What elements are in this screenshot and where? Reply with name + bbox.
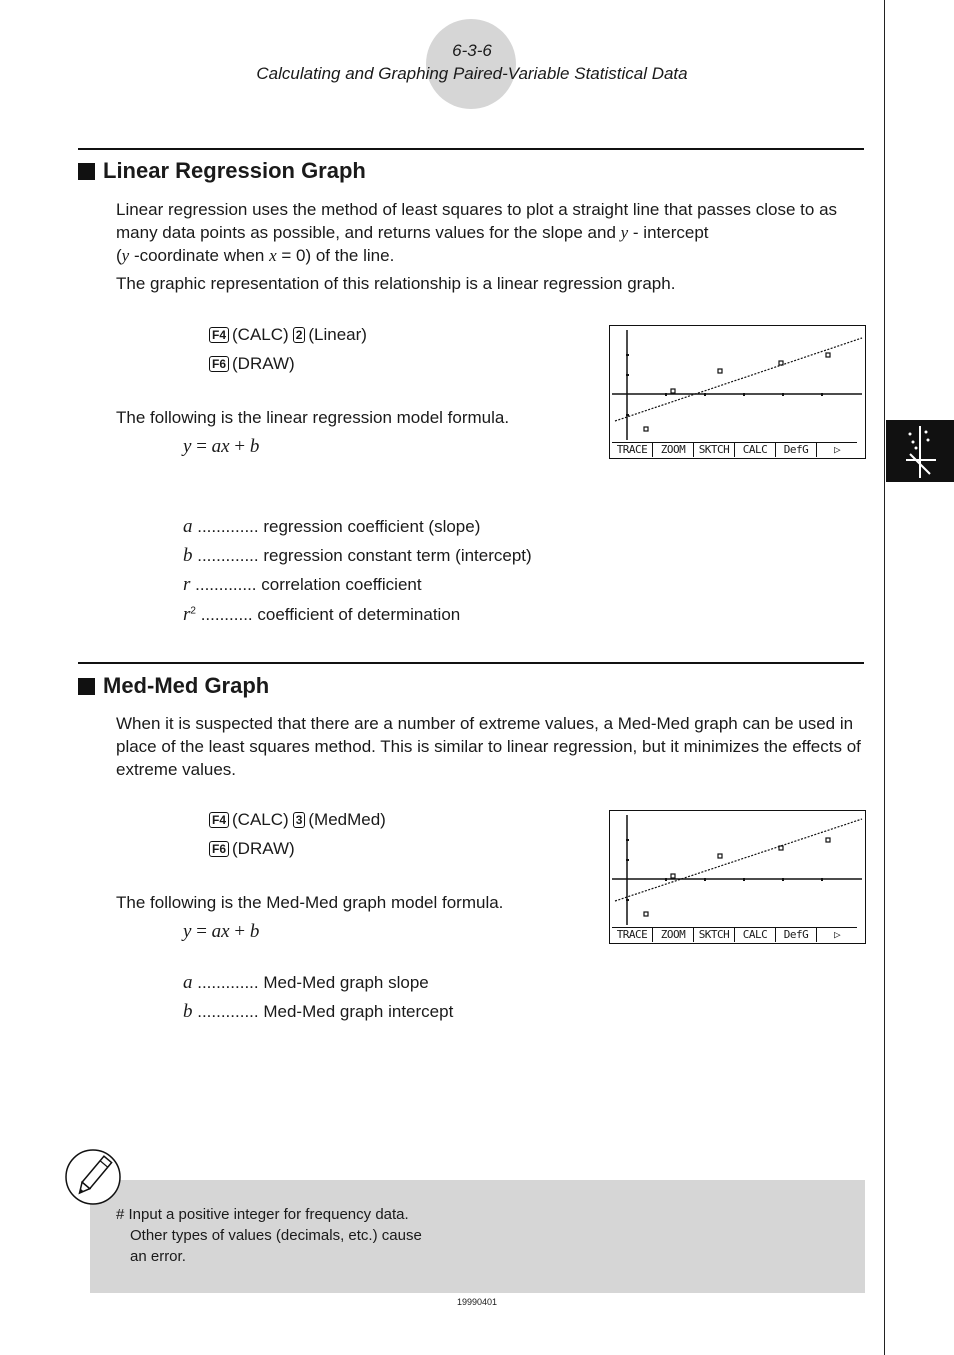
text: - intercept (628, 223, 709, 242)
function-menu (612, 927, 857, 942)
text: Med-Med graph intercept (263, 1002, 454, 1021)
model-formula (183, 921, 259, 943)
menu-next-icon: ▷ (816, 442, 857, 457)
menu-trace: TRACE (612, 927, 652, 942)
square-bullet-icon (78, 163, 95, 180)
math-var: r (183, 604, 191, 625)
leader: ............. (192, 546, 264, 565)
regression-graph-icon (886, 420, 954, 482)
math-var: b (183, 1001, 193, 1022)
leader: ........... (195, 605, 258, 624)
footer-code: 19990401 (456, 1297, 498, 1307)
key-label: (DRAW) (232, 839, 295, 858)
text: The graphic representation of this relationship is a linear regression graph. (116, 274, 676, 293)
math-var: b (183, 545, 193, 566)
menu-defg: DefG (775, 442, 816, 457)
calculator-screen-medmed (609, 810, 866, 944)
key-label: (DRAW) (232, 354, 295, 373)
model-text: The following is the Med-Med graph model formula. (116, 893, 504, 912)
math-var: r (183, 574, 191, 595)
key-sequence-draw (209, 839, 295, 859)
section-rule (78, 148, 864, 150)
medmed-paragraph: When it is suspected that there are a number of extreme values, a Med-Med graph can be used in place of the least squares method. This is similar to linear regression, but it minimizes the effects of extreme values. (116, 714, 861, 779)
key-sequence-calc (209, 325, 367, 345)
math-var: y (183, 921, 192, 942)
definition-b (183, 1001, 453, 1023)
model-text: The following is the linear regression model formula. (116, 408, 510, 427)
section-heading-medmed (78, 673, 269, 699)
f4-key: F4 (209, 327, 229, 343)
text: regression coefficient (slope) (263, 517, 481, 536)
note-line: # Input a positive integer for frequency data. (116, 1206, 409, 1223)
menu-trace: TRACE (612, 442, 652, 457)
math-var: x (269, 246, 277, 265)
key-label: (MedMed) (308, 810, 386, 829)
key-sequence-draw (209, 354, 295, 374)
note-line: Other types of values (decimals, etc.) cause (130, 1227, 422, 1244)
menu-zoom: ZOOM (652, 927, 693, 942)
digit-2-key: 2 (293, 327, 306, 343)
math-var: a (183, 516, 193, 537)
calculator-screen-linear (609, 325, 866, 459)
page-number: 6-3-6 (452, 41, 492, 60)
text: ( (116, 246, 122, 265)
math-op: = (191, 921, 212, 942)
superscript: 2 (190, 605, 196, 617)
model-formula (183, 436, 259, 458)
definition-b (183, 545, 532, 567)
math-var: a (183, 972, 193, 993)
leader: ............. (190, 575, 262, 594)
medmed-plot (610, 811, 865, 943)
heading-text: Med-Med Graph (103, 673, 270, 698)
leader: ............. (192, 517, 264, 536)
page-edge-line (884, 0, 885, 1355)
menu-zoom: ZOOM (652, 442, 693, 457)
math-op: + (229, 436, 250, 457)
chapter-tab (886, 420, 954, 482)
math-var: y (620, 223, 629, 242)
math-var: y (121, 246, 130, 265)
function-menu (612, 442, 857, 457)
math-op: + (229, 921, 250, 942)
menu-next-icon: ▷ (816, 927, 857, 942)
math-op: = (191, 436, 212, 457)
menu-defg: DefG (775, 927, 816, 942)
f6-key: F6 (209, 356, 229, 372)
key-label: (CALC) (232, 810, 289, 829)
text: = 0) of the line. (276, 246, 395, 265)
intro-paragraph (116, 198, 868, 295)
section-rule (78, 662, 864, 664)
key-sequence-calc (209, 810, 386, 830)
text: coefficient of determination (257, 605, 461, 624)
square-bullet-icon (78, 678, 95, 695)
f4-key: F4 (209, 812, 229, 828)
text: correlation coefficient (261, 575, 422, 594)
pencil-icon (64, 1148, 122, 1211)
note-text (116, 1204, 422, 1267)
regression-plot (610, 326, 865, 458)
math-var: y (183, 436, 192, 457)
menu-calc: CALC (734, 442, 775, 457)
leader: ............. (192, 973, 264, 992)
page-header-title: Calculating and Graphing Paired-Variable Statistical Data (256, 64, 688, 83)
menu-sketch: SKTCH (693, 442, 734, 457)
math-var: ax (211, 921, 230, 942)
definition-r (183, 574, 422, 596)
definition-a (183, 972, 429, 994)
math-var: b (249, 436, 260, 457)
definition-r2 (183, 604, 460, 626)
section-heading-linear (78, 158, 366, 184)
key-label: (Linear) (308, 325, 367, 344)
text: Med-Med graph slope (263, 973, 429, 992)
menu-calc: CALC (734, 927, 775, 942)
text: regression constant term (intercept) (263, 546, 532, 565)
text: Linear regression uses the method of least squares to plot a straight line that passes close to as many data points as possible, and returns values for the slope and (116, 200, 838, 242)
math-var: ax (211, 436, 230, 457)
digit-3-key: 3 (293, 812, 306, 828)
leader: ............. (192, 1002, 264, 1021)
heading-text: Linear Regression Graph (103, 158, 366, 183)
note-line: an error. (130, 1248, 186, 1265)
definition-a (183, 516, 480, 538)
f6-key: F6 (209, 841, 229, 857)
key-label: (CALC) (232, 325, 289, 344)
text: -coordinate when (129, 246, 270, 265)
math-var: b (249, 921, 260, 942)
menu-sketch: SKTCH (693, 927, 734, 942)
